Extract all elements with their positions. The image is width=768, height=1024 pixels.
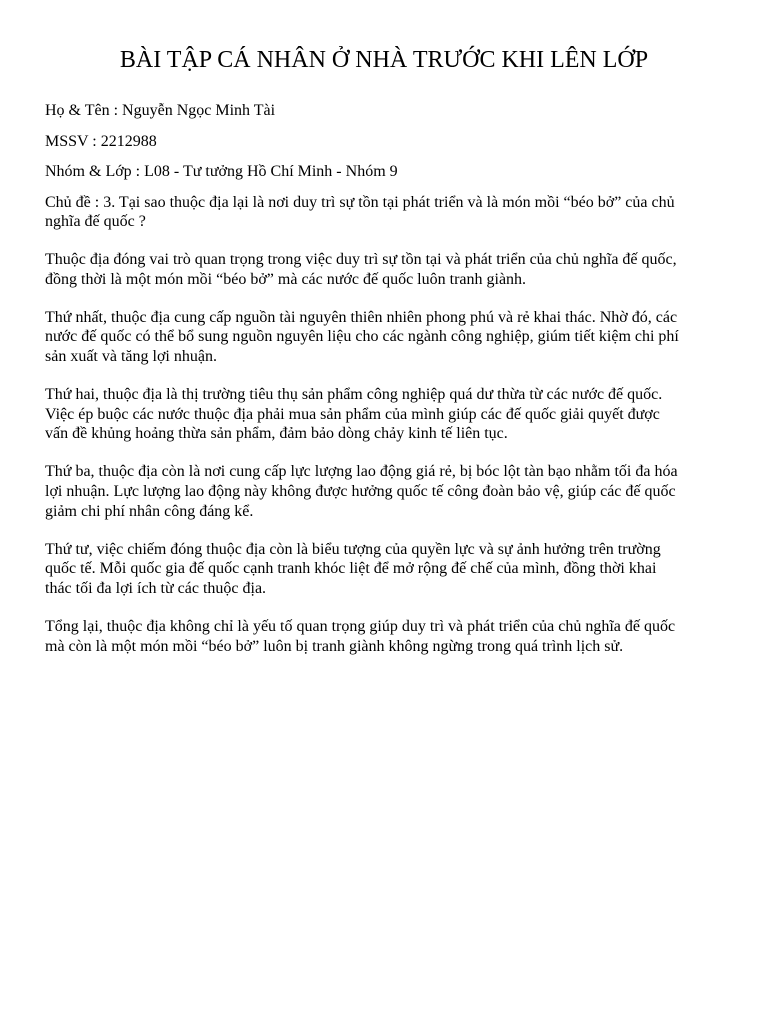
student-id: MSSV : 2212988 [45,132,157,150]
paragraph-first: Thứ nhất, thuộc địa cung cấp nguồn tài nguyên thiên nhiên phong phú và rẻ khai thác. Nhờ đó, các nước đế quốc có thể bổ sung nguồn nguyên liệu cho các ngành công nghiệp, giúm tiết kiệm chi phí sản xuất và tăng lợi nhuận. [45,308,679,366]
paragraph-fourth: Thứ tư, việc chiếm đóng thuộc địa còn là biểu tượng của quyền lực và sự ảnh hưởng trên trường quốc tế. Mỗi quốc gia đế quốc cạnh tranh khóc liệt để mở rộng đế chế của mình, đồng thời khai thác tối đa lợi ích từ các thuộc địa. [45,540,661,597]
paragraph-conclusion: Tổng lại, thuộc địa không chỉ là yếu tố quan trọng giúp duy trì và phát triển của chủ nghĩa đế quốc mà còn là một món mồi “béo bở” luôn bị tranh giành không ngừng trong quá trình lịch sử. [45,618,676,655]
topic-question: Chủ đề : 3. Tại sao thuộc địa lại là nơi duy trì sự tồn tại phát triển và là món mồi “béo bở” của chủ nghĩa đế quốc ? [45,193,675,231]
group-class: Nhóm & Lớp : L08 - Tư tưởng Hồ Chí Minh - Nhóm 9 [45,163,398,180]
document-page [45,44,685,675]
document-title: BÀI TẬP CÁ NHÂN Ở NHÀ TRƯỚC KHI LÊN LỚP [119,47,649,73]
paragraph-second: Thứ hai, thuộc địa là thị trường tiêu thụ sản phẩm công nghiệp quá dư thừa từ các nước đế quốc. Việc ép buộc các nước thuộc địa phải mua sản phẩm của mình giúp các đế quốc giải quyết được vấn đề khủng hoảng thừa sản phẩm, đảm bảo dòng chảy kinh tế liên tục. [45,386,663,443]
paragraph-intro: Thuộc địa đóng vai trò quan trọng trong việc duy trì sự tồn tại và phát triển của chủ nghĩa đế quốc, đồng thời là một món mồi “béo bở” mà các nước đế quốc luôn tranh giành. [45,251,677,288]
student-name: Họ & Tên : Nguyễn Ngọc Minh Tài [45,102,276,119]
paragraph-third: Thứ ba, thuộc địa còn là nơi cung cấp lực lượng lao động giá rẻ, bị bóc lột tàn bạo nhằm tối đa hóa lợi nhuận. Lực lượng lao động này không được hưởng quốc tế công đoàn bảo vệ, giúp các đế quốc giảm chi phí nhân công đáng kể. [45,463,678,520]
